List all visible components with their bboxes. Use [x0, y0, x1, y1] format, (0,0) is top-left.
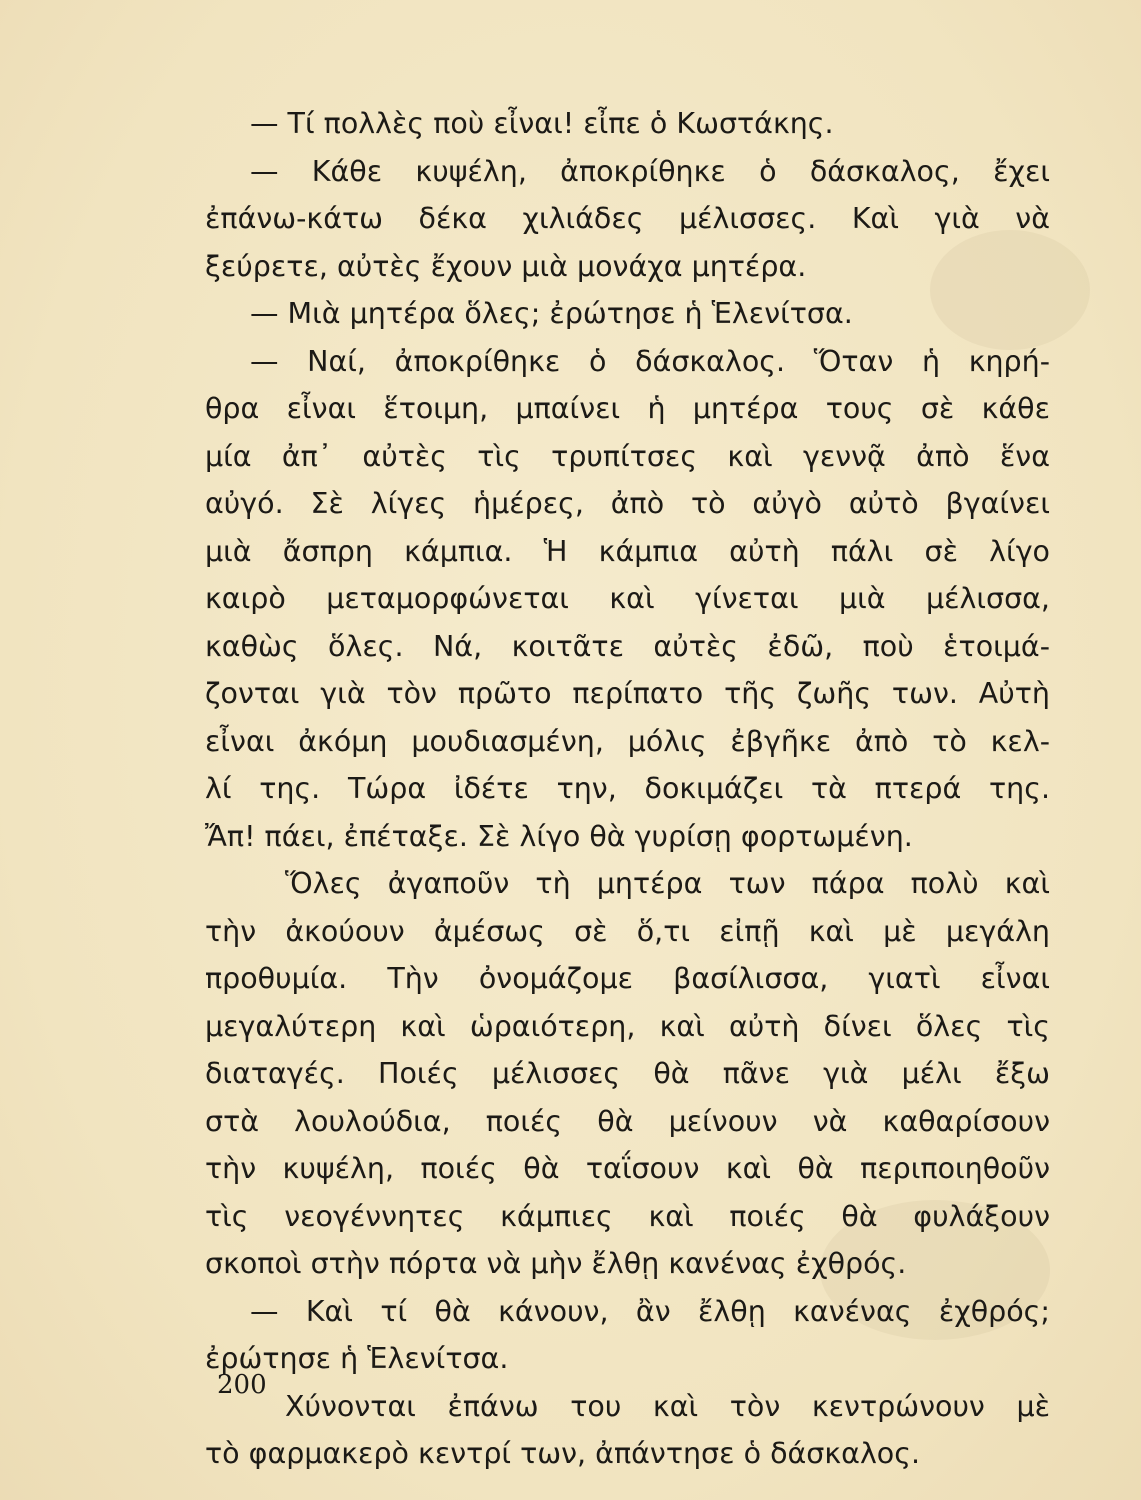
text-line: λί της. Τώρα ἰδέτε την, δοκιμάζει τὰ πτερά της. [205, 772, 1050, 805]
text-line: Χύνονται ἐπάνω του καὶ τὸν κεντρώνουν μὲ [285, 1389, 1050, 1423]
text-line: — Ναί, ἀποκρίθηκε ὁ δάσκαλος. Ὅταν ἡ κηρή- [250, 344, 1050, 378]
text-line: σκοποὶ στὴν πόρτα νὰ μὴν ἔλθῃ κανένας ἐχθρός. [205, 1247, 907, 1280]
text-line: προθυμία. Τὴν ὀνομάζομε βασίλισσα, γιατὶ εἶναι [205, 962, 1050, 995]
text-line: Ἄπ! πάει, ἐπέταξε. Σὲ λίγο θὰ γυρίσῃ φορτωμένη. [205, 819, 913, 853]
text-line: τὴν κυψέλη, ποιές θὰ ταΐσουν καὶ θὰ περιποιηθοῦν [205, 1152, 1050, 1185]
text-line: ξεύρετε, αὐτὲς ἔχουν μιὰ μονάχα μητέρα. [205, 249, 807, 283]
text-line: θρα εἶναι ἕτοιμη, μπαίνει ἡ μητέρα τους σὲ κάθε [205, 392, 1050, 425]
text-line: μιὰ ἄσπρη κάμπια. Ἡ κάμπια αὐτὴ πάλι σὲ λίγο [205, 534, 1050, 568]
body-text [205, 100, 1050, 1478]
text-line: μία ἀπ᾿ αὐτὲς τὶς τρυπίτσες καὶ γεννᾷ ἀπὸ ἕνα [205, 439, 1050, 473]
text-line: διαταγές. Ποιές μέλισσες θὰ πᾶνε γιὰ μέλι ἔξω [205, 1057, 1050, 1090]
text-line: τὴν ἀκούουν ἀμέσως σὲ ὅ,τι εἰπῇ καὶ μὲ μεγάλη [205, 914, 1050, 948]
text-line: τὸ φαρμακερὸ κεντρί των, ἀπάντησε ὁ δάσκαλος. [205, 1437, 921, 1470]
text-line: — Καὶ τί θὰ κάνουν, ἂν ἔλθῃ κανένας ἐχθρός; [250, 1294, 1050, 1328]
text-line: — Μιὰ μητέρα ὅλες; ἐρώτησε ἡ Ἑλενίτσα. [250, 297, 853, 330]
text-line: εἶναι ἀκόμη μουδιασμένη, μόλις ἐβγῆκε ἀπὸ τὸ κελ- [205, 724, 1050, 758]
text-line: ἐπάνω-κάτω δέκα χιλιάδες μέλισσες. Καὶ γιὰ νὰ [205, 202, 1050, 235]
text-line: ἐρώτησε ἡ Ἑλενίτσα. [205, 1342, 509, 1375]
text-line: τὶς νεογέννητες κάμπιες καὶ ποιές θὰ φυλάξουν [205, 1199, 1050, 1233]
text-line: Ὅλες ἀγαποῦν τὴ μητέρα των πάρα πολὺ καὶ [285, 867, 1050, 900]
text-line: — Κάθε κυψέλη, ἀποκρίθηκε ὁ δάσκαλος, ἔχει [250, 154, 1050, 188]
text-line: — Τί πολλὲς ποὺ εἶναι! εἶπε ὁ Κωστάκης. [250, 107, 834, 140]
text-line: καιρὸ μεταμορφώνεται καὶ γίνεται μιὰ μέλισσα, [205, 582, 1050, 615]
page-number: 200 [217, 1370, 267, 1400]
text-line: καθὼς ὅλες. Νά, κοιτᾶτε αὐτὲς ἐδῶ, ποὺ ἑτοιμά- [205, 629, 1050, 663]
text-line: αὐγό. Σὲ λίγες ἡμέρες, ἀπὸ τὸ αὐγὸ αὐτὸ βγαίνει [205, 487, 1050, 520]
text-line: στὰ λουλούδια, ποιές θὰ μείνουν νὰ καθαρίσουν [205, 1104, 1050, 1138]
text-line: μεγαλύτερη καὶ ὡραιότερη, καὶ αὐτὴ δίνει ὅλες τὶς [205, 1009, 1050, 1043]
text-line: ζονται γιὰ τὸν πρῶτο περίπατο τῆς ζωῆς των. Αὐτὴ [205, 677, 1050, 710]
